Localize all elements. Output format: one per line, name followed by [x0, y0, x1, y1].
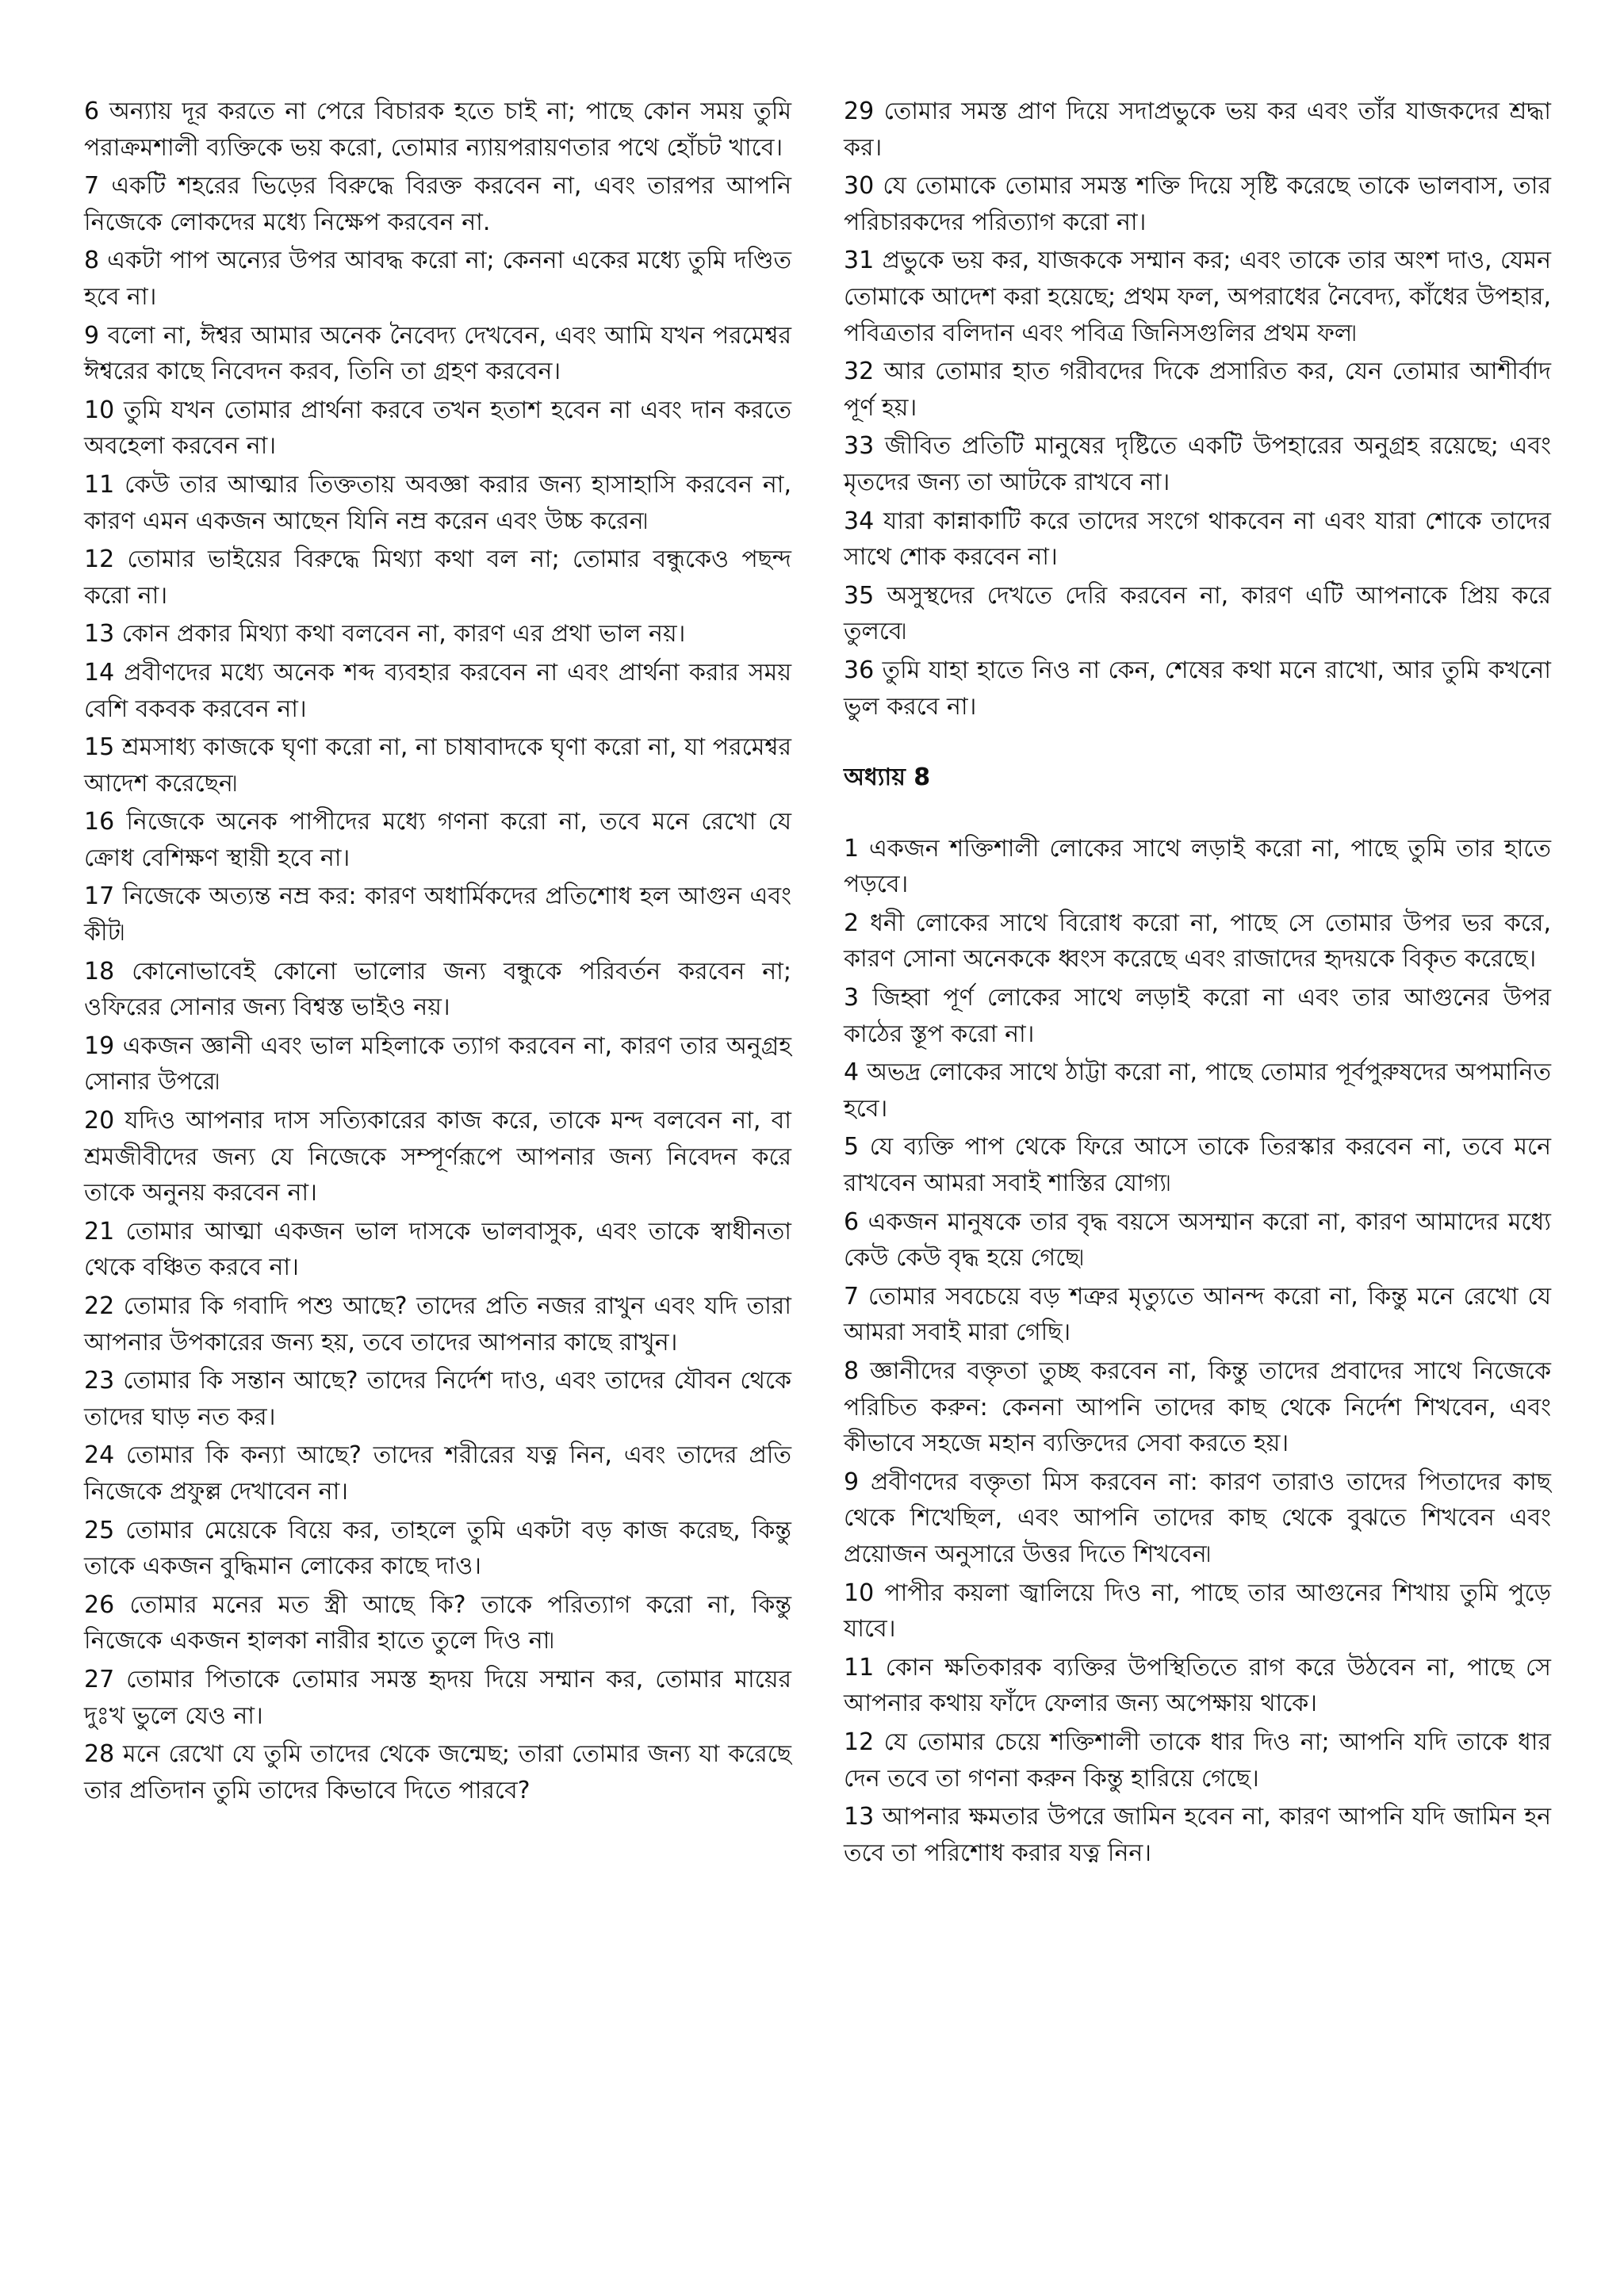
- verse: 14 প্রবীণদের মধ্যে অনেক শব্দ ব্যবহার করবেন না এবং প্রার্থনা করার সময় বেশি বকবক করবেন না।: [84, 658, 791, 723]
- verse: 10 পাপীর কয়লা জ্বালিয়ে দিও না, পাছে তার আগুনের শিখায় তুমি পুড়ে যাবে।: [844, 1578, 1551, 1644]
- verse: 9 প্রবীণদের বক্তৃতা মিস করবেন না: কারণ তারাও তাদের পিতাদের কাছ থেকে শিখেছিল, এবং আপনি তাদের কাছ থেকে বুঝতে শিখবেন এবং প্রয়োজন অনুসারে উত্তর দিতে শিখবেন৷: [844, 1468, 1551, 1568]
- verse: 5 যে ব্যক্তি পাপ থেকে ফিরে আসে তাকে তিরস্কার করবেন না, তবে মনে রাখবেন আমরা সবাই শাস্তির যোগ্য৷: [844, 1133, 1551, 1198]
- verse: 3 জিহ্বা পূর্ণ লোকের সাথে লড়াই করো না এবং তার আগুনের উপর কাঠের স্তূপ করো না।: [844, 984, 1551, 1048]
- verse: 8 একটা পাপ অন্যের উপর আবদ্ধ করো না; কেননা একের মধ্যে তুমি দণ্ডিত হবে না।: [84, 247, 791, 311]
- verse: 11 কোন ক্ষতিকারক ব্যক্তির উপস্থিতিতে রাগ করে উঠবেন না, পাছে সে আপনার কথায় ফাঁদে ফেলার জন্য অপেক্ষায় থাকে।: [844, 1653, 1551, 1718]
- verse: 23 তোমার কি সন্তান আছে? তাদের নির্দেশ দাও, এবং তাদের যৌবন থেকে তাদের ঘাড় নত কর।: [84, 1367, 791, 1431]
- verse: 34 যারা কান্নাকাটি করে তাদের সংগে থাকবেন না এবং যারা শোকে তাদের সাথে শোক করবেন না।: [844, 507, 1551, 572]
- verse: 2 ধনী লোকের সাথে বিরোধ করো না, পাছে সে তোমার উপর ভর করে, কারণ সোনা অনেককে ধ্বংস করেছে এবং রাজাদের হৃদয়কে বিকৃত করেছে।: [844, 909, 1551, 974]
- verse: 33 জীবিত প্রতিটি মানুষের দৃষ্টিতে একটি উপহারের অনুগ্রহ রয়েছে; এবং মৃতদের জন্য তা আটকে রাখবে না।: [844, 432, 1551, 496]
- verse: 19 একজন জ্ঞানী এবং ভাল মহিলাকে ত্যাগ করবেন না, কারণ তার অনুগ্রহ সোনার উপরে৷: [84, 1031, 791, 1096]
- verse: 18 কোনোভাবেই কোনো ভালোর জন্য বন্ধুকে পরিবর্তন করবেন না; ওফিরের সোনার জন্য বিশ্বস্ত ভাইও নয়।: [84, 957, 791, 1022]
- verse: 30 যে তোমাকে তোমার সমস্ত শক্তি দিয়ে সৃষ্টি করেছে তাকে ভালবাস, তার পরিচারকদের পরিত্যাগ করো না।: [844, 172, 1551, 236]
- verse: 25 তোমার মেয়েকে বিয়ে কর, তাহলে তুমি একটা বড় কাজ করেছ, কিন্তু তাকে একজন বুদ্ধিমান লোকের কাছে দাও।: [84, 1516, 791, 1581]
- verse: 12 তোমার ভাইয়ের বিরুদ্ধে মিথ্যা কথা বল না; তোমার বন্ধুকেও পছন্দ করো না।: [84, 545, 791, 610]
- verse: 7 একটি শহরের ভিড়ের বিরুদ্ধে বিরক্ত করবেন না, এবং তারপর আপনি নিজেকে লোকদের মধ্যে নিক্ষেপ করবেন না.: [84, 172, 791, 236]
- verse: 31 প্রভুকে ভয় কর, যাজককে সম্মান কর; এবং তাকে তার অংশ দাও, যেমন তোমাকে আদেশ করা হয়েছে; প্রথম ফল, অপরাধের নৈবেদ্য, কাঁধের উপহার, পবিত্রতার বলিদান এবং পবিত্র জিনিসগুলির প্রথম ফল৷: [844, 247, 1551, 347]
- verse: 16 নিজেকে অনেক পাপীদের মধ্যে গণনা করো না, তবে মনে রেখো যে ক্রোধ বেশিক্ষণ স্থায়ী হবে না।: [84, 808, 791, 872]
- verse: 35 অসুস্থদের দেখতে দেরি করবেন না, কারণ এটি আপনাকে প্রিয় করে তুলবে৷: [844, 581, 1551, 646]
- verse: 28 মনে রেখো যে তুমি তাদের থেকে জন্মেছ; তারা তোমার জন্য যা করেছে তার প্রতিদান তুমি তাদের কিভাবে দিতে পারবে?: [84, 1740, 791, 1804]
- verse: 9 বলো না, ঈশ্বর আমার অনেক নৈবেদ্য দেখবেন, এবং আমি যখন পরমেশ্বর ঈশ্বরের কাছে নিবেদন করব, তিনি তা গ্রহণ করবেন।: [84, 321, 791, 386]
- verse: 21 তোমার আত্মা একজন ভাল দাসকে ভালবাসুক, এবং তাকে স্বাধীনতা থেকে বঞ্চিত করবে না।: [84, 1217, 791, 1282]
- verse: 1 একজন শক্তিশালী লোকের সাথে লড়াই করো না, পাছে তুমি তার হাতে পড়বে।: [844, 834, 1551, 899]
- verse: 22 তোমার কি গবাদি পশু আছে? তাদের প্রতি নজর রাখুন এবং যদি তারা আপনার উপকারের জন্য হয়, তবে তাদের আপনার কাছে রাখুন।: [84, 1292, 791, 1357]
- verse: 13 আপনার ক্ষমতার উপরে জামিন হবেন না, কারণ আপনি যদি জামিন হন তবে তা পরিশোধ করার যত্ন নিন।: [844, 1803, 1551, 1867]
- verse: 36 তুমি যাহা হাতে নিও না কেন, শেষের কথা মনে রাখো, আর তুমি কখনো ভুল করবে না।: [844, 656, 1551, 721]
- verse: 10 তুমি যখন তোমার প্রার্থনা করবে তখন হতাশ হবেন না এবং দান করতে অবহেলা করবেন না।: [84, 396, 791, 461]
- verse: 32 আর তোমার হাত গরীবদের দিকে প্রসারিত কর, যেন তোমার আশীর্বাদ পূর্ণ হয়।: [844, 358, 1551, 422]
- verse: 12 যে তোমার চেয়ে শক্তিশালী তাকে ধার দিও না; আপনি যদি তাকে ধার দেন তবে তা গণনা করুন কিন্তু হারিয়ে গেছে।: [844, 1728, 1551, 1793]
- verse: 15 শ্রমসাধ্য কাজকে ঘৃণা করো না, না চাষাবাদকে ঘৃণা করো না, যা পরমেশ্বর আদেশ করেছেন৷: [84, 733, 791, 798]
- verse: 11 কেউ তার আত্মার তিক্ততায় অবজ্ঞা করার জন্য হাসাহাসি করবেন না, কারণ এমন একজন আছেন যিনি নম্র করেন এবং উচ্চ করেন৷: [84, 470, 791, 535]
- verse: 17 নিজেকে অত্যন্ত নম্র কর: কারণ অধার্মিকদের প্রতিশোধ হল আগুন এবং কীট৷: [84, 882, 791, 947]
- verse: 26 তোমার মনের মত স্ত্রী আছে কি? তাকে পরিত্যাগ করো না, কিন্তু নিজেকে একজন হালকা নারীর হাতে তুলে দিও না৷: [84, 1590, 791, 1655]
- verse: 24 তোমার কি কন্যা আছে? তাদের শরীরের যত্ন নিন, এবং তাদের প্রতি নিজেকে প্রফুল্ল দেখাবেন না।: [84, 1441, 791, 1506]
- chapter-heading: অধ্যায় 8: [844, 763, 931, 792]
- verse: 29 তোমার সমস্ত প্রাণ দিয়ে সদাপ্রভুকে ভয় কর এবং তাঁর যাজকদের শ্রদ্ধা কর।: [844, 98, 1551, 162]
- left-column: [84, 94, 791, 1811]
- verse: 27 তোমার পিতাকে তোমার সমস্ত হৃদয় দিয়ে সম্মান কর, তোমার মায়ের দুঃখ ভুলে যেও না।: [84, 1665, 791, 1730]
- verse: 20 যদিও আপনার দাস সত্যিকারের কাজ করে, তাকে মন্দ বলবেন না, বা শ্রমজীবীদের জন্য যে নিজেকে সম্পূর্ণরূপে আপনার জন্য নিবেদন করে তাকে অনুনয় করবেন না।: [84, 1107, 791, 1207]
- verse: 13 কোন প্রকার মিথ্যা কথা বলবেন না, কারণ এর প্রথা ভাল নয়।: [84, 620, 686, 649]
- verse: 7 তোমার সবচেয়ে বড় শত্রুর মৃত্যুতে আনন্দ করো না, কিন্তু মনে রেখো যে আমরা সবাই মারা গেছি।: [844, 1282, 1551, 1347]
- verse: 6 একজন মানুষকে তার বৃদ্ধ বয়সে অসম্মান করো না, কারণ আমাদের মধ্যে কেউ কেউ বৃদ্ধ হয়ে গেছে৷: [844, 1207, 1551, 1272]
- verse: 4 অভদ্র লোকের সাথে ঠাট্টা করো না, পাছে তোমার পূর্বপুরুষদের অপমানিত হবে।: [844, 1058, 1551, 1123]
- right-column: [844, 94, 1551, 1873]
- verse: 6 অন্যায় দূর করতে না পেরে বিচারক হতে চাই না; পাছে কোন সময় তুমি পরাক্রমশালী ব্যক্তিকে ভয় করো, তোমার ন্যায়পরায়ণতার পথে হোঁচট খাবে।: [84, 98, 791, 162]
- verse: 8 জ্ঞানীদের বক্তৃতা তুচ্ছ করবেন না, কিন্তু তাদের প্রবাদের সাথে নিজেকে পরিচিত করুন: কেননা আপনি তাদের কাছ থেকে নির্দেশ শিখবেন, এবং কীভাবে সহজে মহান ব্যক্তিদের সেবা করতে হয়।: [844, 1357, 1551, 1458]
